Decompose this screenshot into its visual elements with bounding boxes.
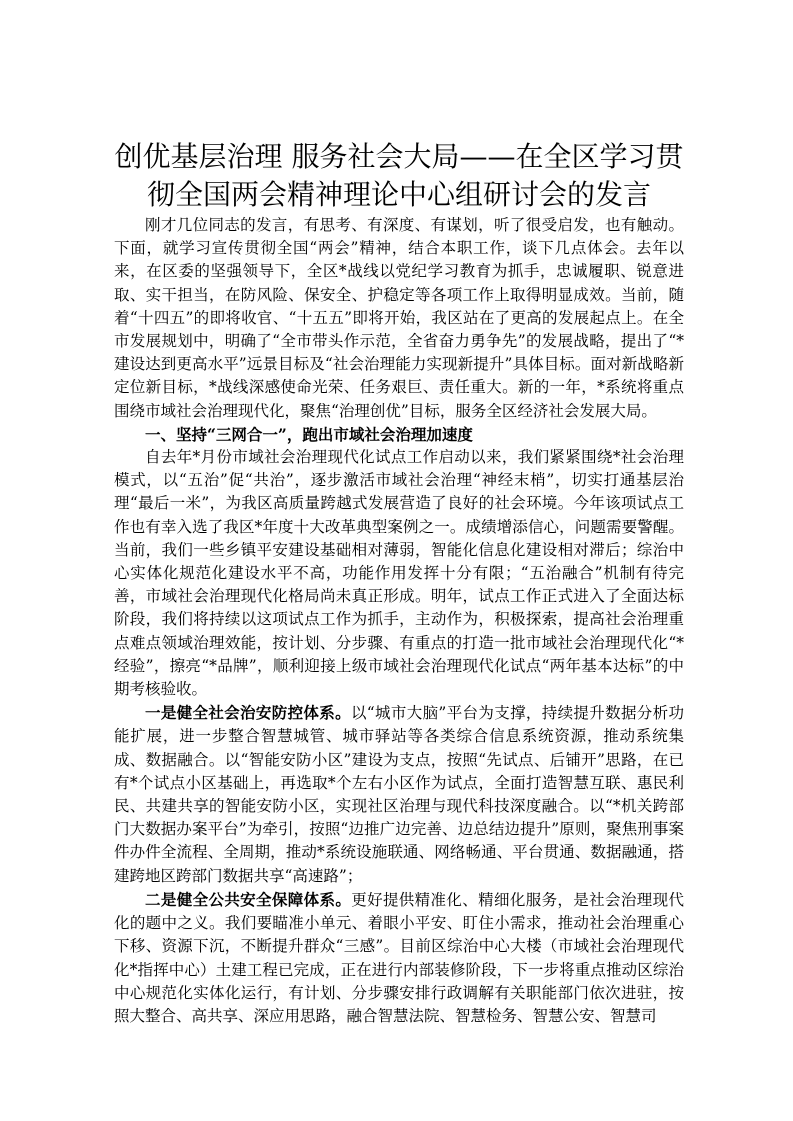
- point-1-lead: 一是健全社会治安防控体系。: [145, 703, 351, 723]
- document-page: [114, 138, 684, 1028]
- section-1-paragraph: 自去年*月份市域社会治理现代化试点工作启动以来，我们紧紧围绕*社会治理模式，以“五治”促“共治”，逐步激活市域社会治理“神经末梢”，切实打通基层治理“最后一米”，为我区高质量跨越式发展营造了良好的社会环境。今年该项试点工作也有幸入选了我区*年度十大改革典型案例之一。成绩增添信心，问题需要警醒。当前，我们一些乡镇平安建设基础相对薄弱，智能化信息化建设相对滞后；综治中心实体化规范化建设水平不高，功能作用发挥十分有限；“五治融合”机制有待完善，市域社会治理现代化格局尚未真正形成。明年，试点工作正式进入了全面达标阶段，我们将持续以这项试点工作为抓手，主动作为，积极探索，提高社会治理重点难点领域治理效能，按计划、分步骤、有重点的打造一批市域社会治理现代化“*经验”，擦亮“*品牌”，顺利迎接上级市域社会治理现代化试点“两年基本达标”的中期考核验收。: [114, 448, 684, 699]
- document-title: 创优基层治理 服务社会大局——在全区学习贯彻全国两会精神理论中心组研讨会的发言: [114, 140, 684, 211]
- point-1-paragraph: [114, 701, 684, 888]
- point-2-body: 更好提供精准化、精细化服务，是社会治理现代化的题中之义。我们要瞄准小单元、着眼小平安、盯住小需求，推动社会治理重心下移、资源下沉，不断提升群众“三感”。目前区综治中心大楼（市域社会治理现代化*指挥中心）土建工程已完成，正在进行内部装修阶段，下一步将重点推动区综治中心规范化实体化运行，有计划、分步骤安排行政调解有关职能部门依次进驻，按照大整合、高共享、深应用思路，融合智慧法院、智慧检务、智慧公安、智慧司: [114, 890, 684, 1025]
- point-2-paragraph: [114, 888, 684, 1028]
- section-heading-1: 一、坚持“三网合一”，跑出市域社会治理加速度: [145, 424, 473, 444]
- point-1-body: 以“城市大脑”平台为支撑，持续提升数据分析功能扩展，进一步整合智慧城管、城市驿站等各类综合信息系统资源，推动系统集成、数据融合。以“智能安防小区”建设为支点，按照“先试点、后铺开”思路，在已有*个试点小区基础上，再选取*个左右小区作为试点，全面打造智慧互联、惠民利民、共建共享的智能安防小区，实现社区治理与现代科技深度融合。以“*机关跨部门大数据办案平台”为牵引，按照“边推广边完善、边总结边提升”原则，聚焦刑事案件办件全流程、全周期，推动*系统设施联通、网络畅通、平台贯通、数据融通，搭建跨地区跨部门数据共享“高速路”；: [114, 704, 684, 885]
- point-2-lead: 二是健全公共安全保障体系。: [145, 889, 352, 909]
- intro-paragraph: 刚才几位同志的发言，有思考、有深度、有谋划，听了很受启发，也有触动。下面，就学习宣传贯彻全国“两会”精神，结合本职工作，谈下几点体会。去年以来，在区委的坚强领导下，全区*战线以党纪学习教育为抓手，忠诚履职、锐意进取、实干担当，在防风险、保安全、护稳定等各项工作上取得明显成效。当前，随着“十四五”的即将收官、“十五五”即将开始，我区站在了更高的发展起点上。在全市发展规划中，明确了“全市带头作示范，全省奋力勇争先”的发展战略，提出了“*建设达到更高水平”远景目标及“社会治理能力实现新提升”具体目标。面对新战略新定位新目标，*战线深感使命光荣、任务艰巨、责任重大。新的一年，*系统将重点围绕市域社会治理现代化，聚焦“治理创优”目标，服务全区经济社会发展大局。: [114, 216, 684, 420]
